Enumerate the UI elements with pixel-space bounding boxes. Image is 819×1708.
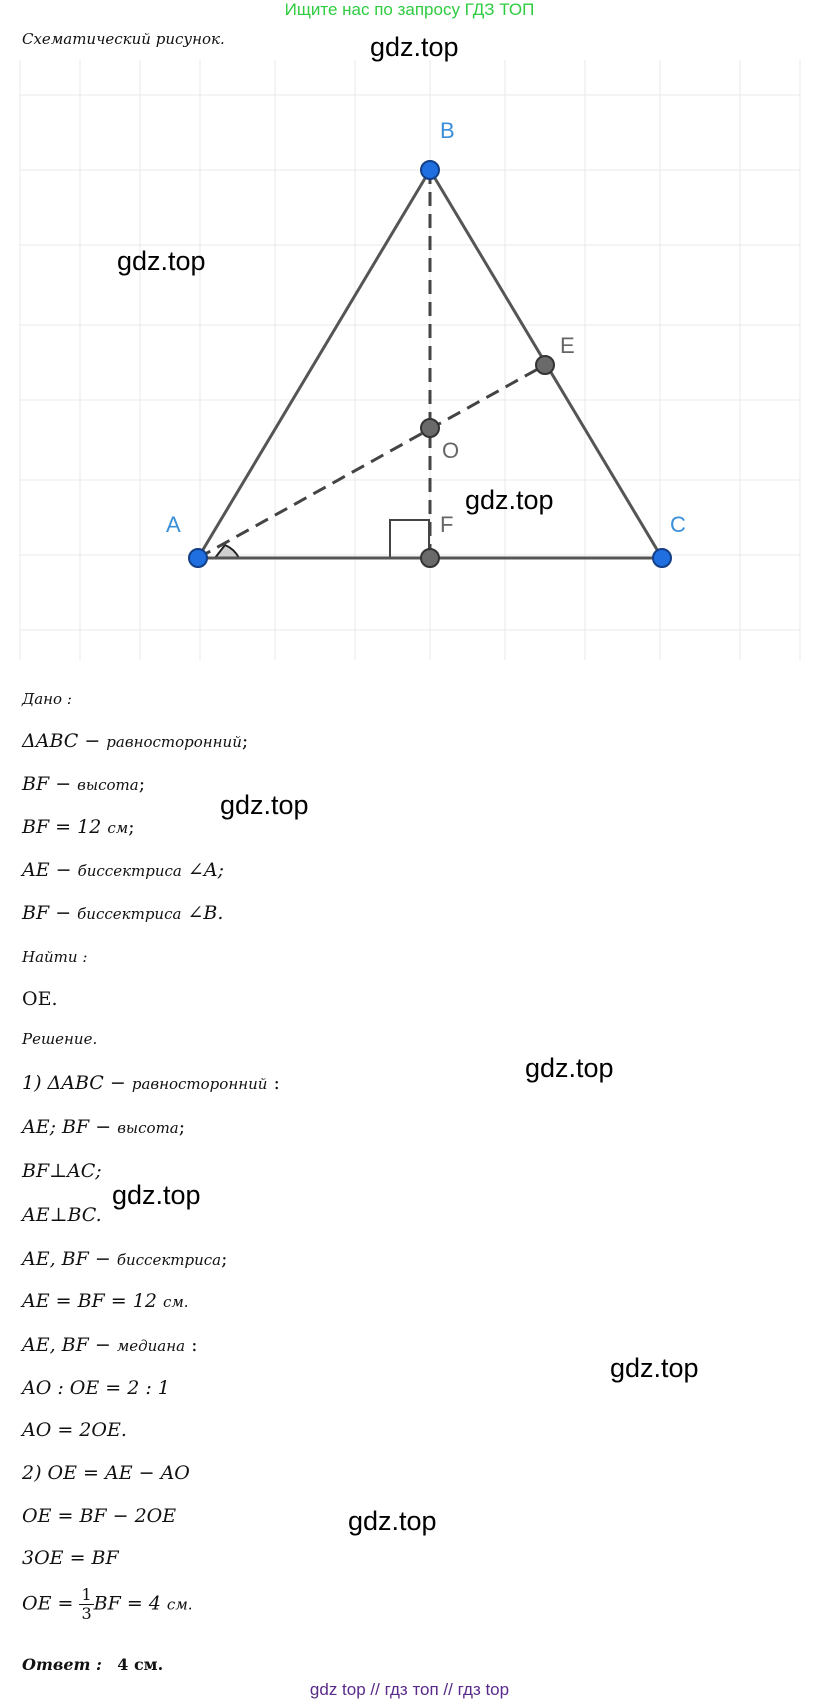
point-o [421, 419, 439, 437]
solution-line: AO : OE = 2 : 1 [22, 1377, 170, 1399]
point-f [421, 549, 439, 567]
point-e [536, 356, 554, 374]
solution-line: AO = 2OE. [22, 1419, 127, 1441]
solution-heading: Решение. [22, 1030, 98, 1048]
watermark: gdz.top [465, 485, 554, 515]
watermark: gdz.top [525, 1053, 614, 1083]
solution-line: OE = BF − 2OE [22, 1505, 177, 1527]
find-heading: Найти : [22, 948, 88, 966]
solution-line: AE, BF − биссектриса; [22, 1248, 228, 1270]
point-b [421, 161, 439, 179]
given-item: ΔABC − равносторонний; [22, 730, 249, 752]
given-item: BF − высота; [22, 773, 146, 795]
point-a [189, 549, 207, 567]
watermark: gdz.top [348, 1506, 437, 1536]
final-formula: OE = $\frac{1}{3}$ BF = 4 см. [22, 1585, 193, 1623]
fraction: $\frac{1}{3}$ [81, 1585, 92, 1623]
watermark: gdz.top [117, 246, 206, 276]
watermark: gdz.top [610, 1353, 699, 1383]
solution-line: AE, BF − медиана : [22, 1334, 198, 1356]
label-e: E [560, 333, 575, 358]
label-a: A [166, 512, 181, 537]
side-ab [198, 170, 430, 558]
point-c [653, 549, 671, 567]
solution-line: 1) ΔABC − равносторонний : [22, 1072, 280, 1094]
triangle-figure [0, 60, 819, 660]
watermark: gdz.top [220, 790, 309, 820]
figure-caption: Схематический рисунок. [22, 30, 225, 48]
given-item: AE − биссектриса ∠A; [22, 859, 224, 881]
find-value: OE. [22, 988, 58, 1010]
given-item: BF − биссектриса ∠B. [22, 902, 224, 924]
label-c: C [670, 512, 686, 537]
bisector-ae [198, 365, 545, 558]
answer: Ответ : 4 см. [22, 1655, 164, 1674]
solution-line: BF⊥AC; [22, 1160, 102, 1182]
watermark: gdz.top [370, 32, 459, 62]
solution-line: AE; BF − высота; [22, 1116, 186, 1138]
solution-line: 3OE = BF [22, 1547, 119, 1569]
solution-line: 2) OE = AE − AO [22, 1462, 190, 1484]
solution-line: AE = BF = 12 см. [22, 1290, 189, 1312]
footer-links[interactable]: gdz top // гдз топ // гдз top [309, 1680, 510, 1699]
label-b: B [440, 118, 455, 143]
given-item: BF = 12 см; [22, 816, 135, 838]
watermark: gdz.top [112, 1180, 201, 1210]
grid [20, 60, 800, 660]
label-o: O [442, 438, 460, 463]
label-f: F [440, 512, 454, 537]
solution-line: AE⊥BC. [22, 1204, 102, 1226]
given-heading: Дано : [22, 690, 72, 708]
promo-banner[interactable]: Ищите нас по запросу ГДЗ ТОП [284, 0, 535, 19]
